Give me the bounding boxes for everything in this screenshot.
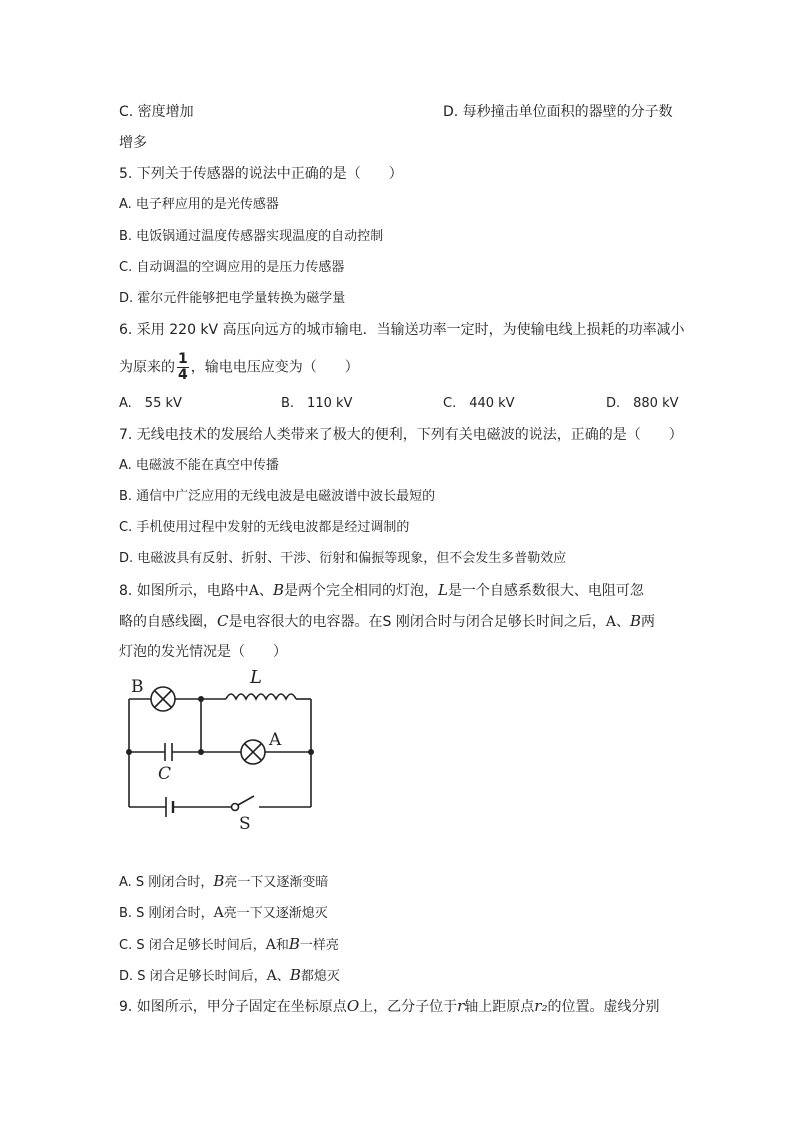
q9-text: 上，乙分子位于: [359, 999, 458, 1015]
q8-option-text: 一样亮: [299, 938, 339, 953]
circuit-label-c: C: [158, 764, 172, 784]
q9-text: 轴上距原点: [464, 999, 535, 1015]
q8-option-c: [119, 934, 339, 956]
q8-option-b: [119, 903, 328, 924]
q5-stem: 5. 下列关于传感器的说法中正确的是（ ）: [119, 166, 403, 182]
q6-fraction-numerator: 1: [178, 351, 188, 367]
q8-circuit-diagram: [119, 665, 329, 835]
q6-option-b: B. 110 kV: [281, 396, 353, 411]
q8-var-a: A: [605, 614, 616, 630]
q6-fraction-denominator: 4: [178, 367, 188, 383]
q5-option-a: A. 电子秤应用的是光传感器: [119, 197, 279, 212]
q6-option-a: A. 55 kV: [119, 396, 182, 411]
q8-var-a: A: [248, 583, 259, 599]
q8-text: 略的自感线圈，: [119, 614, 217, 630]
q9-var-o: O: [346, 997, 360, 1015]
q8-option-text: B. S 刚闭合时，: [119, 906, 214, 921]
q4-option-d-continued: 增多: [119, 135, 147, 151]
q7-option-b: B. 通信中广泛应用的无线电波是电磁波谱中波长最短的: [119, 489, 436, 504]
q8-text: 是电容很大的电容器。在S 刚闭合时与闭合足够长时间之后，: [228, 614, 606, 630]
q6-option-c: C. 440 kV: [443, 396, 515, 411]
q8-option-text: D. S 闭合足够长时间后，: [119, 969, 267, 984]
q8-var-a: A: [265, 937, 276, 953]
q8-stem-line2: [119, 611, 655, 632]
circuit-label-a: A: [269, 730, 282, 750]
circuit-label-l: L: [250, 667, 262, 688]
q8-option-text: 和: [275, 938, 289, 953]
q6-stem-line1: 6. 采用 220 kV 高压向远方的城市输电．当输送功率一定时，为使输电线上损耗的功率减小: [119, 322, 685, 338]
q8-var-b: B: [288, 935, 300, 953]
q8-stem-line1: [119, 580, 644, 601]
q6-option-d: D. 880 kV: [606, 396, 679, 411]
q7-stem: 7. 无线电技术的发展给人类带来了极大的便利，下列有关电磁波的说法，正确的是（ ）: [119, 427, 683, 443]
q9-text: 9. 如图所示，甲分子固定在坐标原点: [119, 999, 347, 1015]
q8-text: 是两个完全相同的灯泡，: [283, 583, 438, 599]
q8-option-text: 亮一下又逐渐变暗: [224, 875, 329, 890]
q6-stem-pre: 为原来的: [119, 359, 175, 376]
q8-var-b: B: [272, 581, 284, 599]
q9-stem-line1: [119, 996, 659, 1017]
q8-option-text: A. S 刚闭合时，: [119, 875, 214, 890]
q8-text: 是一个自感系数很大、电阻可忽: [447, 583, 644, 599]
q6-stem-post: ，输电电压应变为（ ）: [190, 359, 359, 376]
q9-var-r: r: [457, 997, 465, 1015]
q8-option-a: [119, 871, 328, 893]
q7-option-a: A. 电磁波不能在真空中传播: [119, 458, 279, 473]
q8-var-a: A: [213, 905, 224, 921]
q8-option-text: 亮一下又逐渐熄灭: [223, 906, 328, 921]
q8-text: 两: [640, 614, 655, 630]
q8-var-b: B: [629, 612, 641, 630]
q8-option-text: C. S 闭合足够长时间后，: [119, 938, 266, 953]
q8-stem-line3: 灯泡的发光情况是（ ）: [119, 644, 287, 660]
q7-option-d: D. 电磁波具有反射、折射、干涉、衍射和偏振等现象，但不会发生多普勒效应: [119, 551, 567, 566]
q8-var-a: A: [266, 968, 277, 984]
q5-option-c: C. 自动调温的空调应用的是压力传感器: [119, 260, 345, 275]
circuit-label-b: B: [131, 677, 144, 697]
q8-var-b: B: [289, 966, 301, 984]
q8-option-d: [119, 965, 340, 987]
q8-text: 、: [258, 583, 273, 599]
q8-text: 8. 如图所示，电路中: [119, 583, 249, 599]
q7-option-c: C. 手机使用过程中发射的无线电波都是经过调制的: [119, 520, 410, 535]
q8-option-text: 都熄灭: [300, 969, 340, 984]
q8-var-l: L: [437, 581, 448, 599]
q4-option-d: D. 每秒撞击单位面积的器壁的分子数: [443, 104, 673, 120]
q9-text: 的位置。虚线分别: [547, 999, 660, 1015]
q5-option-b: B. 电饭锅通过温度传感器实现温度的自动控制: [119, 229, 384, 244]
q8-option-text: 、: [276, 969, 290, 984]
q6-fraction: [177, 352, 189, 383]
q8-text: 、: [615, 614, 630, 630]
q8-var-b: B: [213, 872, 225, 890]
q6-stem-line2: [119, 352, 359, 383]
circuit-label-s: S: [239, 814, 251, 834]
q5-option-d: D. 霍尔元件能够把电学量转换为磁学量: [119, 291, 346, 306]
q8-var-c: C: [217, 612, 229, 630]
q9-var-r2: r₂: [534, 997, 548, 1015]
q4-option-c: C. 密度增加: [119, 104, 194, 120]
